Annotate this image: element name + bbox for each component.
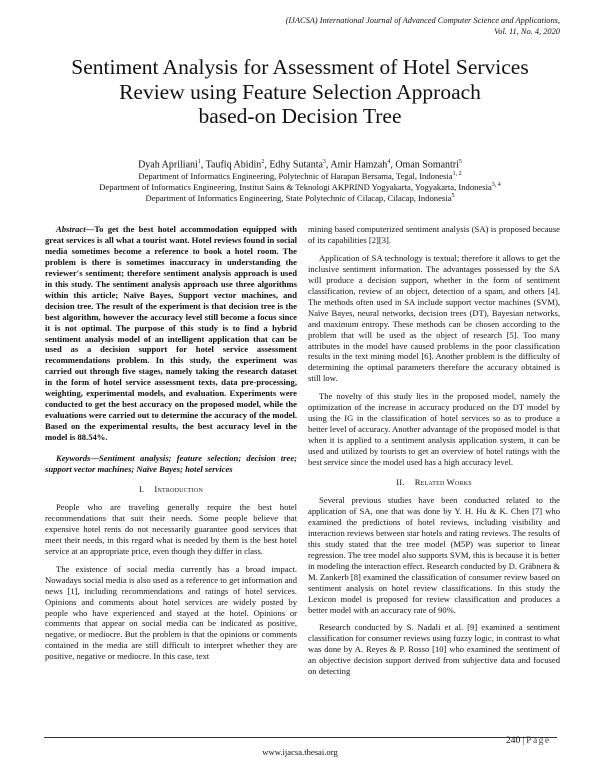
page-number bbox=[506, 735, 551, 747]
paper-title bbox=[30, 55, 570, 129]
keywords-label: Keywords— bbox=[56, 453, 99, 464]
author-sup: 3 bbox=[322, 159, 326, 165]
author-sep: , bbox=[325, 159, 331, 171]
author-sup: 5 bbox=[458, 159, 462, 165]
footer-rule bbox=[44, 737, 557, 738]
section-title: Introduction bbox=[154, 483, 203, 494]
author-sep: , bbox=[200, 159, 206, 171]
left-column bbox=[45, 224, 297, 662]
author-sep: , bbox=[390, 159, 396, 171]
right-column bbox=[308, 224, 560, 677]
section-number: I. bbox=[138, 483, 145, 494]
affiliation-text: Department of Informatics Engineering, State Polytechnic of Cilacap, Cilacap, Indonesia bbox=[145, 192, 452, 203]
abstract-text: To get the best hotel accommodation equipped with great services is all what a tourist want. Hotel reviews found in social media sometimes become a reference to book a hotel room. The problem is there is sometimes inaccuracy in understanding the reviewer's sentiment; therefore sentiment analysis approach is used in this study. The sentiment analysis approach use three algorithms within this article; Naïve Bayes, Support vector machines, and decision tree. The result of the experiment is that decision tree is the best algorithm, however the accuracy level still become a focus since it is not optimal. The purpose of this study is to find a hybrid sentiment analysis model of an intelligent application that can be used as a decision support for hotel service assessment recommendations problem. In this study, the experiment was carried out through five stages, namely taking the research dataset in the form of hotel service assessment texts, data pre-processing, weighting, experimental models, and evaluation. Experiments were conducted to get the best accuracy on the proposed model, while the evaluations were carried out to determine the accuracy of the model. Based on the experimental results, the best accuracy level in the model is 88.54%. bbox=[45, 224, 297, 443]
affiliation-3 bbox=[20, 191, 580, 204]
abstract-label: Abstract— bbox=[56, 224, 95, 234]
affiliation-sup: 5 bbox=[451, 193, 455, 199]
section-heading-related-works bbox=[308, 477, 560, 488]
paragraph: Application of SA technology is textual; therefore it allows to get the inclusive sentiment information. The advantages possessed by the SA will produce a decision support, whether in the form of sentiment classification, review of an object, detection of a spam, and others [4]. The methods often used in SA include support vector machines (SVM), Naïve Bayes, neural networks, decision trees (DT), Bayesian networks, and maximum entropy. These methods can be chosen according to the problem that will be used as the object of research [5]. Too many attributes in the model have caused problems in the poor classification results in the text mining model [6]. Another problem is the difficulty of determining the optimal parameters therefore the accuracy obtained is still low. bbox=[308, 252, 560, 384]
title-line-1: Sentiment Analysis for Assessment of Hotel Services bbox=[71, 55, 529, 79]
abstract bbox=[45, 224, 297, 443]
affiliation-text: Department of Informatics Engineering, Institut Sains & Teknologi AKPRIND Yogyakarta, Yogyakarta, Indonesia bbox=[99, 181, 492, 192]
journal-header bbox=[200, 15, 560, 37]
section-number: II. bbox=[396, 477, 405, 488]
title-line-3: based-on Decision Tree bbox=[198, 104, 402, 128]
paragraph: Several previous studies have been conducted related to the application of SA, one that was done by Y. H. Hu & K. Chen [7] who examined the predictions of hotel reviews, including visibility and interaction reviews between star hotels and rating reviews. The results of this study stated that the tree model (M5P) was superior to linear regression. The tree model also supports SVM, this is because it is better in modeling the interaction effect. Research conducted by D. Gräbnera & M. Zankerb [8] examined the classification of consumer review based on sentiment analysis on hotel review classifications. In this study the Lexicon model is proposed for review classification and produces a better model with an accuracy rate of 90%. bbox=[308, 494, 560, 615]
paragraph: The novelty of this study lies in the proposed model, namely the optimization of the increase in accuracy produced on the DT model by using the IG in the classification of hotel services so as to produce a better level of accuracy. Another advantage of the proposed model is that when it is applied to a sentiment analysis application system, it can be used and utilized by tourists to get an overview of hotel ratings with the best service since the model used has a high accuracy level. bbox=[308, 391, 560, 468]
paragraph: The existence of social media currently has a broad impact. Nowadays social media is also used as a reference to get information and news [1], including recommendations and ratings of hotel services. Opinions and comments about hotel services are widely posted by people who have experienced and stayed at the hotel. Opinions or comments that appear on social media can be indicated as positive, negative, or mediocre. But the problem is that the opinions or comments contained in the media are still difficult to interpret whether they are positive, negative or mediocre. In this case, text bbox=[45, 563, 297, 662]
author-name: Oman Somantri bbox=[395, 159, 459, 171]
page-number-value: 240 bbox=[506, 736, 521, 746]
page-label: Page bbox=[526, 736, 551, 746]
author-name: Dyah Apriliani bbox=[138, 159, 198, 171]
author-name: Taufiq Abidin bbox=[205, 159, 262, 171]
affiliation-text: Department of Informatics Engineering, Polytechnic of Harapan Bersama, Tegal, Indonesia bbox=[138, 170, 453, 181]
author-sup: 4 bbox=[387, 159, 391, 165]
affiliation-sup: 1, 2 bbox=[452, 171, 462, 177]
author-name: Edhy Sutanta bbox=[269, 159, 323, 171]
paragraph: Research conducted by S. Nadali et al. [9] examined a sentiment classification for consumer reviews using fuzzy logic, in contrast to what was done by A. Reyes & P. Rosso [10] who examined the sentiment of an objective decision support derived from subjective data and focused on detecting bbox=[308, 622, 560, 677]
author-name: Amir Hamzah bbox=[330, 159, 388, 171]
author-sup: 2 bbox=[261, 159, 265, 165]
paragraph: People who are traveling generally require the best hotel recommendations that suit their needs. Some people believe that expensive hotel rents do not necessarily guarantee good services that meet their needs, in this regard what is needed by them is the best hotel service at an appropriate price, even though they differ in class. bbox=[45, 501, 297, 556]
section-heading-introduction bbox=[45, 484, 297, 495]
page-number-separator: | bbox=[522, 736, 525, 746]
section-title: Related Works bbox=[414, 477, 472, 488]
author-sup: 1 bbox=[197, 159, 201, 165]
paragraph: mining based computerized sentiment analysis (SA) is proposed because of its capabilities [2][3]. bbox=[308, 224, 560, 245]
journal-name: (IJACSA) International Journal of Advanced Computer Science and Applications, bbox=[285, 16, 560, 25]
footer-url[interactable]: www.ijacsa.thesai.org bbox=[262, 747, 338, 757]
affiliation-sup: 3, 4 bbox=[491, 182, 501, 188]
author-sep: , bbox=[264, 159, 270, 171]
keywords-text: Sentiment analysis; feature selection; decision tree; support vector machines; Naïve Bayes; hotel services bbox=[45, 453, 297, 475]
journal-volume: Vol. 11, No. 4, 2020 bbox=[494, 27, 560, 36]
keywords bbox=[45, 453, 297, 475]
title-line-2: Review using Feature Selection Approach bbox=[119, 79, 481, 104]
